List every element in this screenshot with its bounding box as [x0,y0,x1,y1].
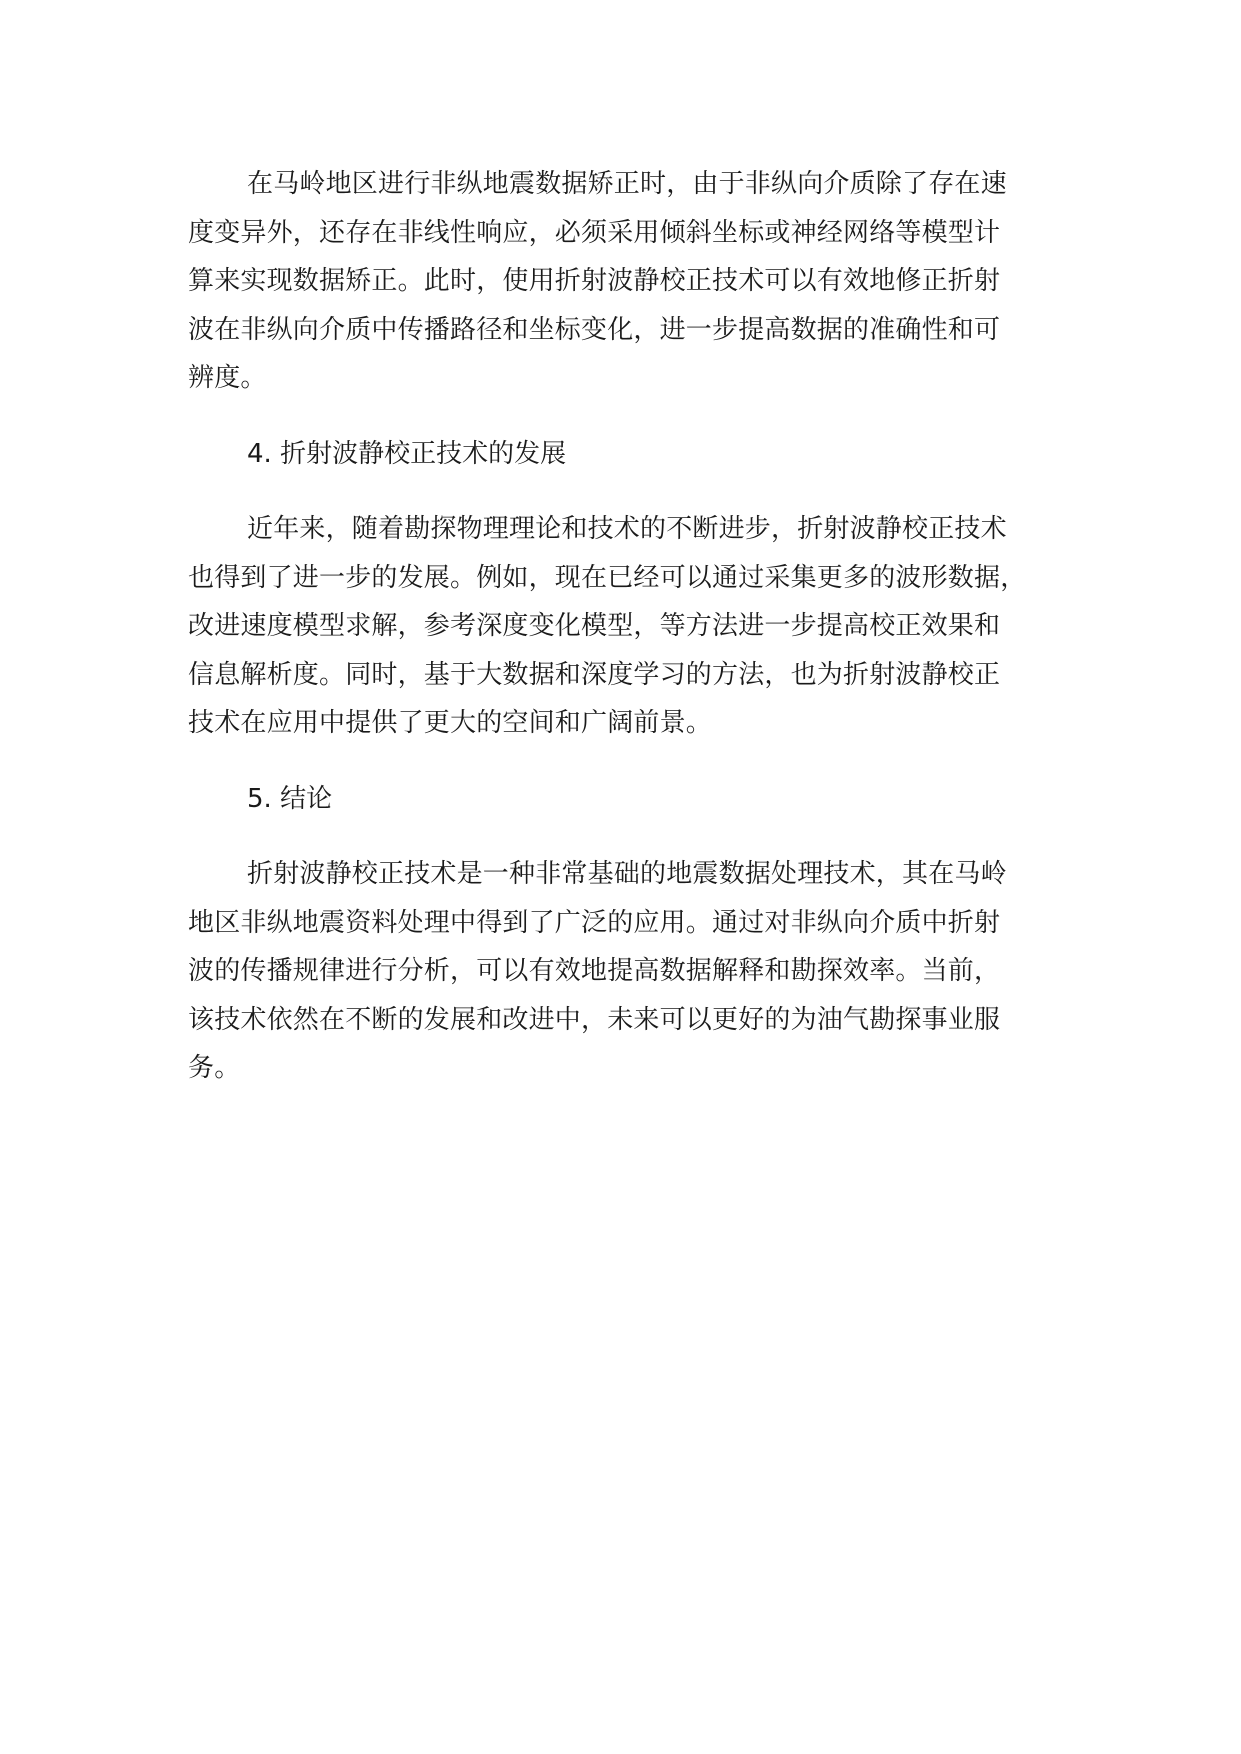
text-line: 辨度。 [188,363,267,393]
text-line: 波在非纵向介质中传播路径和坐标变化，进一步提高数据的准确性和可 [188,314,1001,345]
text-line: 改进速度模型求解，参考深度变化模型，等方法进一步提高校正效果和 [188,611,1001,641]
text-line: 信息解析度。同时，基于大数据和深度学习的方法，也为折射波静校正 [188,659,1001,690]
section-heading-conclusion: 5. 结论 [247,783,333,814]
section-heading-development: 4. 折射波静校正技术的发展 [247,438,567,469]
text-line: 近年来，随着勘探物理理论和技术的不断进步，折射波静校正技术 [247,514,1007,544]
document-body [188,160,1088,1120]
text-line: 该技术依然在不断的发展和改进中，未来可以更好的为油气勘探事业服 [188,1004,1001,1035]
paragraph-conclusion [188,850,1088,1093]
text-line: 度变异外，还存在非线性响应，必须采用倾斜坐标或神经网络等模型计 [188,217,1001,248]
text-line: 也得到了进一步的发展。例如，现在已经可以通过采集更多的波形数据， [188,562,1027,593]
text-line: 务。 [188,1053,241,1083]
text-line: 折射波静校正技术是一种非常基础的地震数据处理技术，其在马岭 [247,859,1007,889]
paragraph-development [188,505,1088,748]
text-line: 算来实现数据矫正。此时，使用折射波静校正技术可以有效地修正折射 [188,266,1001,296]
text-line: 在马岭地区进行非纵地震数据矫正时，由于非纵向介质除了存在速 [247,169,1007,199]
paragraph-data-correction [188,160,1088,403]
text-line: 技术在应用中提供了更大的空间和广阔前景。 [188,708,713,738]
text-line: 地区非纵地震资料处理中得到了广泛的应用。通过对非纵向介质中折射 [188,907,1001,938]
text-line: 波的传播规律进行分析，可以有效地提高数据解释和勘探效率。当前， [188,956,1001,986]
